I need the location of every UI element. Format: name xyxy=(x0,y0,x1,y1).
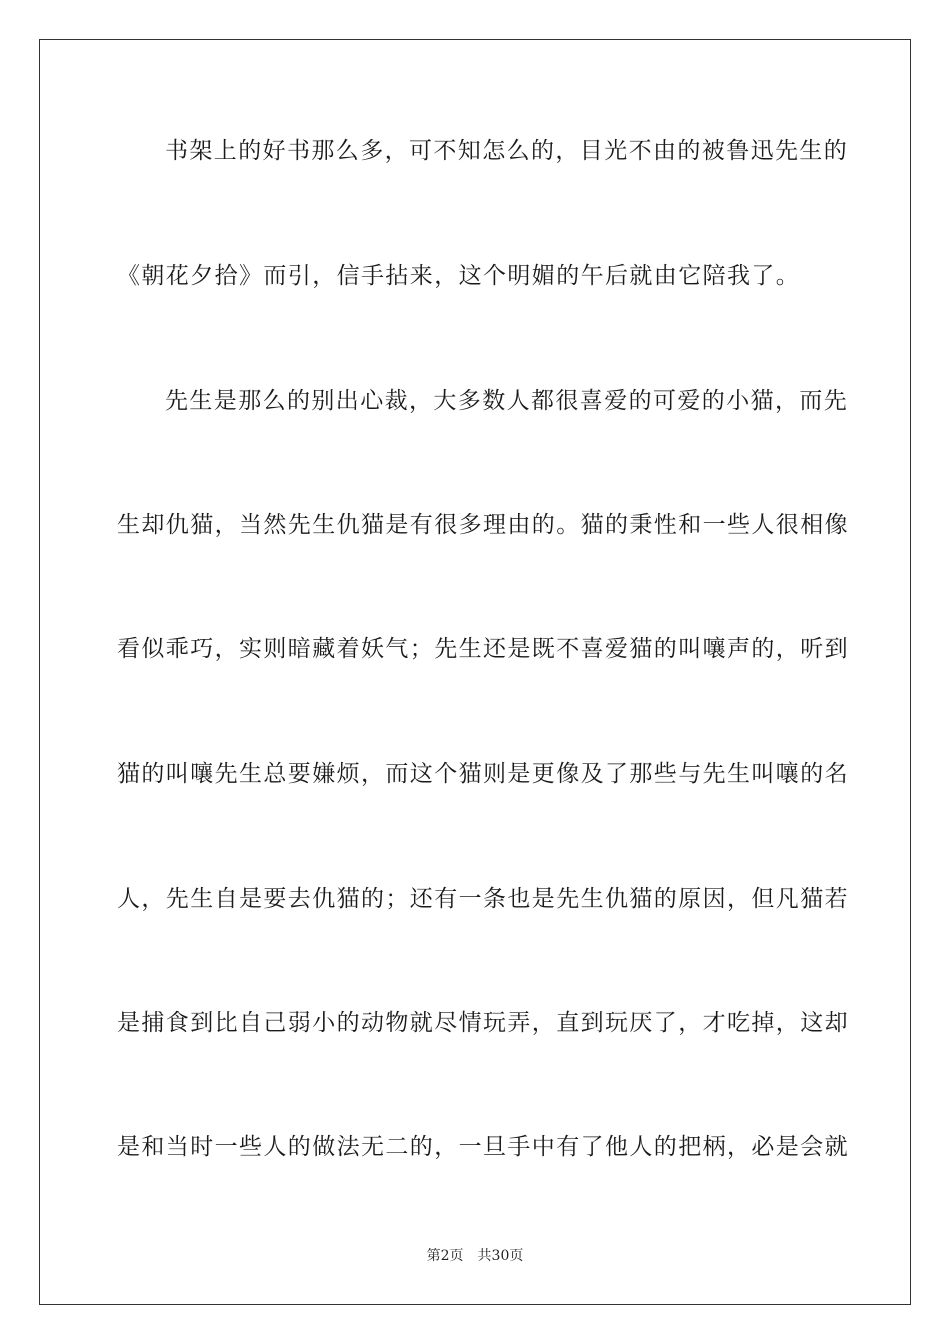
paragraph-2-line-1: 先生是那么的别出心裁，大多数人都很喜爱的可爱的小猫，而先 xyxy=(165,388,849,414)
page-border xyxy=(39,39,911,1305)
paragraph-2-line-4: 猫的叫嚷先生总要嫌烦，而这个猫则是更像及了那些与先生叫嚷的名 xyxy=(117,761,849,787)
paragraph-2-line-2: 生却仇猫，当然先生仇猫是有很多理由的。猫的秉性和一些人很相像 xyxy=(117,512,849,538)
paragraph-2-line-6: 是捕食到比自己弱小的动物就尽情玩弄，直到玩厌了，才吃掉，这却 xyxy=(117,1010,849,1036)
page-number: 第2页 xyxy=(426,1248,464,1264)
paragraph-1-line-2: 《朝花夕拾》而引，信手拈来，这个明媚的午后就由它陪我了。 xyxy=(117,263,801,289)
paragraph-2-line-5: 人，先生自是要去仇猫的；还有一条也是先生仇猫的原因，但凡猫若 xyxy=(117,886,849,912)
page-total: 共30页 xyxy=(477,1248,524,1264)
page-footer xyxy=(0,1247,950,1265)
paragraph-2-line-7: 是和当时一些人的做法无二的，一旦手中有了他人的把柄，必是会就 xyxy=(117,1134,849,1160)
paragraph-1-line-1: 书架上的好书那么多，可不知怎么的，目光不由的被鲁迅先生的 xyxy=(165,138,849,164)
paragraph-2-line-3: 看似乖巧，实则暗藏着妖气；先生还是既不喜爱猫的叫嚷声的，听到 xyxy=(117,636,849,662)
